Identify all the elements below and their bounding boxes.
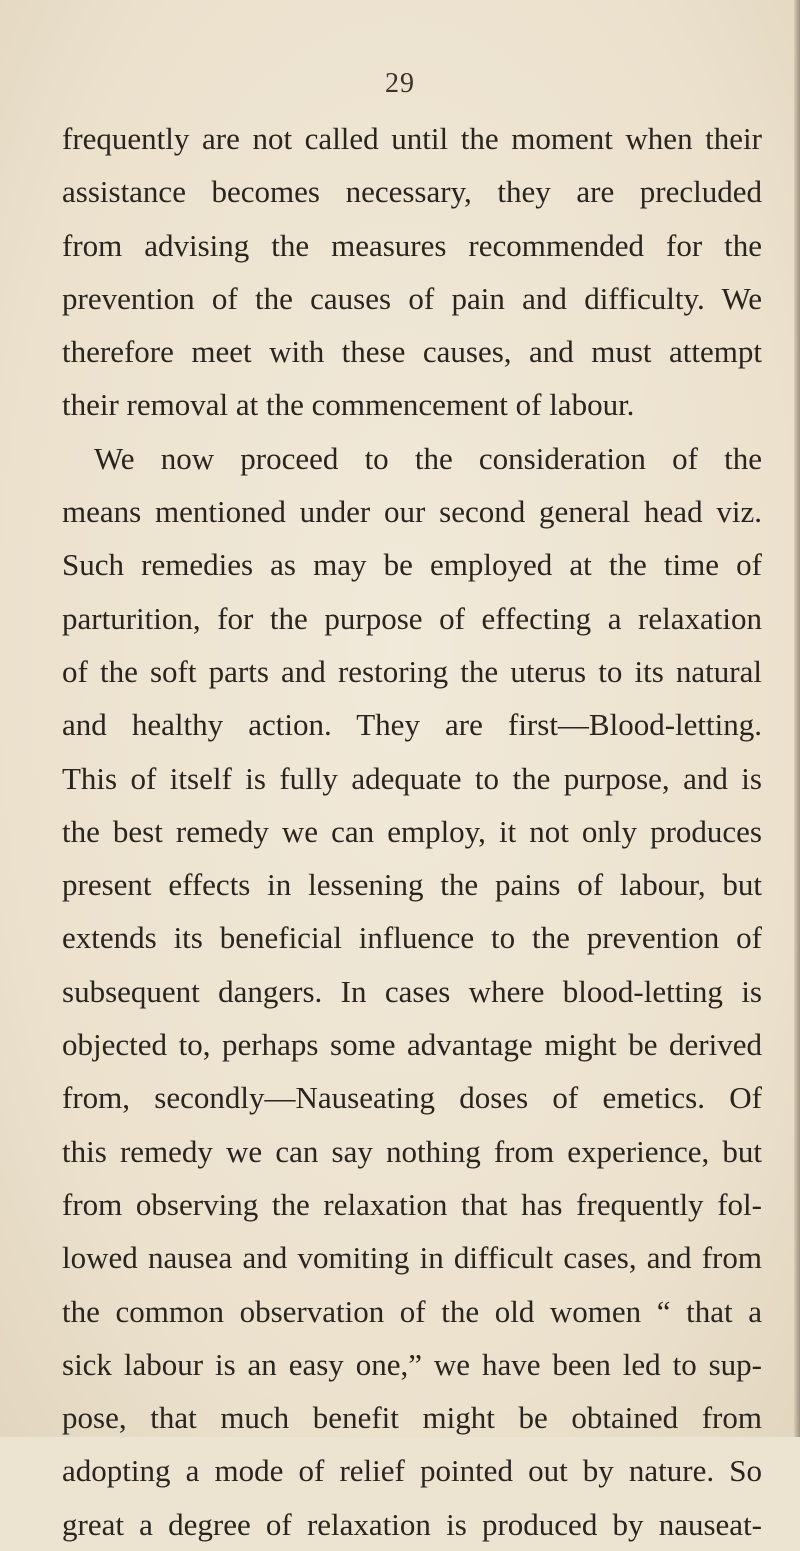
text-line: lowed nausea and vomiting in difficult cases, and from [62,1240,762,1276]
text-line: This of itself is fully adequate to the purpose, and is [62,760,762,796]
text-line: from observing the relaxation that has frequently fol- [62,1186,762,1222]
text-line: parturition, for the purpose of effecting a relaxation [62,600,762,636]
text-line: adopting a mode of relief pointed out by nature. So [62,1453,762,1489]
text-line: subsequent dangers. In cases where blood-letting is [62,973,762,1009]
text-line: prevention of the causes of pain and difficulty. We [62,280,762,316]
text-line: Such remedies as may be employed at the time of [62,547,762,583]
text-line: from advising the measures recommended for the [62,227,762,263]
text-line: from, secondly—Nauseating doses of emetics. Of [62,1080,762,1116]
text-line: present effects in lessening the pains of labour, but [62,867,762,903]
text-line: We now proceed to the consideration of the [94,440,762,476]
text-line: this remedy we can say nothing from experience, but [62,1133,762,1169]
text-line: assistance becomes necessary, they are precluded [62,174,762,210]
text-line: of the soft parts and restoring the uterus to its natural [62,653,762,689]
text-line: and healthy action. They are first—Blood-letting. [62,707,762,743]
text-line: objected to, perhaps some advantage might be derived [62,1027,762,1063]
page-number: 29 [385,68,415,99]
text-line: frequently are not called until the moment when their [62,121,762,156]
text-line: therefore meet with these causes, and must attempt [62,334,762,370]
text-line: great a degree of relaxation is produced by nauseat- [62,1506,762,1542]
text-line: means mentioned under our second general head viz. [62,494,762,530]
text-line: sick labour is an easy one,” we have been led to sup- [62,1346,762,1382]
text-line: extends its beneficial influence to the prevention of [62,920,762,956]
text-line: their removal at the commencement of labour. [62,387,635,423]
text-line: the common observation of the old women “ that a [62,1293,762,1329]
body-text [62,112,762,1551]
page-edge [794,0,800,1437]
text-line: pose, that much benefit might be obtained from [62,1400,762,1436]
text-line: the best remedy we can employ, it not only produces [62,813,762,849]
